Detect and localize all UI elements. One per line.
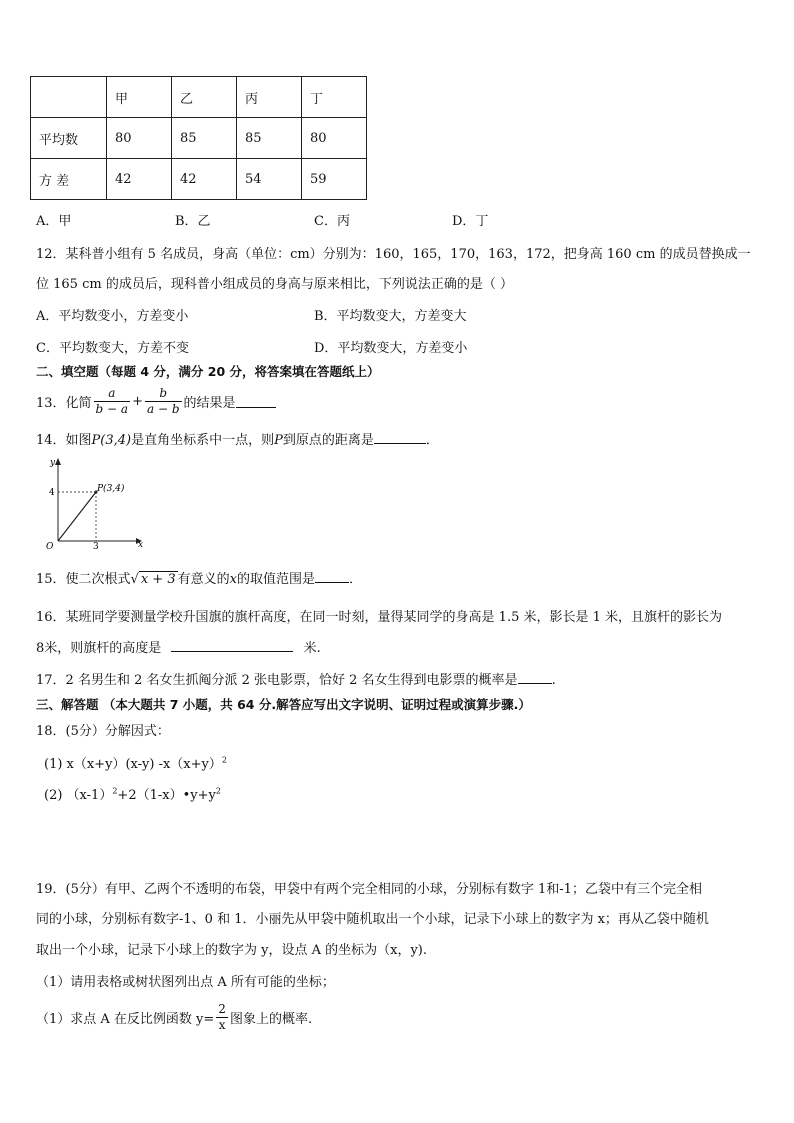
segment-op [58, 492, 96, 541]
q19-sub1: （1）请用表格或树状图列出点 A 所有可能的坐标； [36, 975, 335, 990]
q18-part2-exponent-2: 2 [215, 786, 221, 796]
q13 [36, 382, 276, 420]
q15-radicand: x + 3 [140, 572, 176, 587]
q19-sub2 [36, 996, 312, 1038]
q19-frac-denominator: x [218, 1017, 226, 1032]
q13-frac2-numerator: b [145, 386, 182, 402]
q14-middle: 是直角坐标系中一点，则 [131, 433, 275, 448]
q12-option-c: C．平均数变大，方差不变 [36, 341, 189, 356]
q16-line2-suffix: 米. [303, 641, 321, 656]
q19-frac-numerator: 2 [218, 1001, 226, 1016]
section-heading-solutions: 三、解答题 （本大题共 7 小题，共 64 分.解答应写出文字说明、证明过程或演算步骤.） [36, 697, 531, 712]
table-cell: 42 [172, 159, 237, 200]
table-cell: 丙 [237, 77, 302, 118]
table-cell: 42 [107, 159, 172, 200]
q19-line3: 取出一个小球，记录下小球上的数字为 y，设点 A 的坐标为（x，y). [36, 943, 428, 958]
q18-part2-expr-b: +2（1-x）•y+y [117, 788, 216, 803]
table-cell: 54 [237, 159, 302, 200]
q17-end: . [551, 673, 556, 688]
table-header-row [31, 77, 367, 118]
q13-prefix: 13．化简 [36, 395, 92, 411]
table-cell: 丁 [302, 77, 367, 118]
q12-line2: 位 165 cm 的成员后，现科普小组成员的身高与原来相比，下列说法正确的是（ ） [36, 277, 513, 292]
sqrt-sign: √ [130, 572, 139, 587]
q14-point: P(3,4) [91, 433, 132, 448]
q15 [36, 568, 362, 587]
table-cell: 85 [172, 118, 237, 159]
q11-option-c: C．丙 [314, 214, 350, 229]
q17-text: 17．2 名男生和 2 名女生抓阄分派 2 张电影票，恰好 2 名女生得到电影票的概率是 [36, 673, 518, 688]
q13-plus: + [132, 393, 143, 409]
q18-part2 [44, 784, 221, 803]
table-cell: 平均数 [31, 118, 107, 159]
q12-option-d: D．平均数变大，方差变小 [314, 341, 468, 356]
table-cell [31, 77, 107, 118]
q19-line2: 同的小球，分别标有数字-1、0 和 1．小丽先从甲袋中随机取出一个小球，记录下小球上的数字为 x；再从乙袋中随机 [36, 912, 709, 927]
q15-var: x [229, 572, 237, 587]
coordinate-graph [36, 455, 148, 550]
q18-part1-exponent: 2 [221, 755, 227, 765]
answer-blank [374, 431, 426, 444]
x-tick-label: 3 [93, 542, 99, 550]
q12-line1: 12．某科普小组有 5 名成员，身高（单位：cm）分别为：160，165，170，163，172，把身高 160 cm 的成员替换成一 [36, 247, 751, 262]
answer-blank [315, 570, 349, 583]
q15-end: ． [348, 572, 362, 587]
q13-fraction-1 [94, 386, 131, 417]
q11-option-b: B．乙 [175, 214, 211, 229]
q15-middle: 有意义的 [177, 572, 230, 587]
q13-frac1-denominator: b − a [95, 401, 129, 416]
q14-p: P [274, 433, 283, 448]
table-cell: 甲 [107, 77, 172, 118]
q14-prefix: 14．如图 [36, 433, 92, 448]
q17 [36, 669, 556, 688]
q19-sub2-prefix: （1）求点 A 在反比例函数 y= [36, 1011, 215, 1027]
y-axis-label: y [50, 458, 56, 468]
table-cell: 85 [237, 118, 302, 159]
q19-fraction [216, 1002, 228, 1033]
q11-option-d: D．丁 [452, 214, 489, 229]
y-tick-label: 4 [49, 488, 55, 498]
q12-option-a: A．平均数变小，方差变小 [36, 309, 189, 324]
table-cell: 乙 [172, 77, 237, 118]
q18-part1-expr: (1) x（x+y）(x-y) -x（x+y） [44, 757, 222, 772]
point-label: P(3,4) [97, 484, 125, 494]
table-row [31, 118, 367, 159]
q18-title: 18．(5分）分解因式： [36, 724, 170, 739]
origin-label: O [46, 542, 54, 550]
stats-table [30, 76, 367, 200]
q15-suffix: 的取值范围是 [236, 572, 315, 587]
q18-part2-exponent-1: 2 [112, 786, 118, 796]
q16-line1: 16．某班同学要测量学校升国旗的旗杆高度，在同一时刻，量得某同学的身高是 1.5 米，影长是 1 米，且旗杆的影长为 [36, 610, 723, 625]
q15-prefix: 15．使二次根式 [36, 572, 131, 587]
q11-option-a: A．甲 [36, 214, 72, 229]
q12-option-b: B．平均数变大，方差变大 [314, 309, 467, 324]
answer-blank [518, 671, 552, 684]
table-row [31, 159, 367, 200]
answer-blank [236, 395, 276, 408]
answer-blank [171, 639, 293, 652]
q19-line1: 19．(5分）有甲、乙两个不透明的布袋，甲袋中有两个完全相同的小球，分别标有数字 1和-1；乙袋中有三个完全相 [36, 882, 702, 897]
table-cell: 方 差 [31, 159, 107, 200]
q13-frac2-denominator: a − b [146, 401, 180, 416]
q13-suffix: 的结果是 [183, 395, 236, 411]
x-axis-label: x [138, 540, 144, 550]
table-cell: 80 [107, 118, 172, 159]
q14-end: ． [425, 433, 439, 448]
q14-suffix: 到原点的距离是 [282, 433, 374, 448]
section-heading-fill-in: 二、填空题（每题 4 分，满分 20 分，将答案填在答题纸上） [36, 364, 380, 379]
q18-part2-expr-a: (2) （x-1） [44, 788, 113, 803]
q16-line2 [36, 637, 321, 656]
q18-part1 [44, 753, 227, 772]
y-axis-arrow [55, 458, 61, 465]
q13-fraction-2 [145, 386, 182, 417]
q13-frac1-numerator: a [94, 386, 131, 402]
table-cell: 80 [302, 118, 367, 159]
table-cell: 59 [302, 159, 367, 200]
q16-line2-prefix: 8米，则旗杆的高度是 [36, 641, 162, 656]
q19-sub2-suffix: 图象上的概率. [229, 1011, 313, 1027]
q14 [36, 429, 439, 448]
